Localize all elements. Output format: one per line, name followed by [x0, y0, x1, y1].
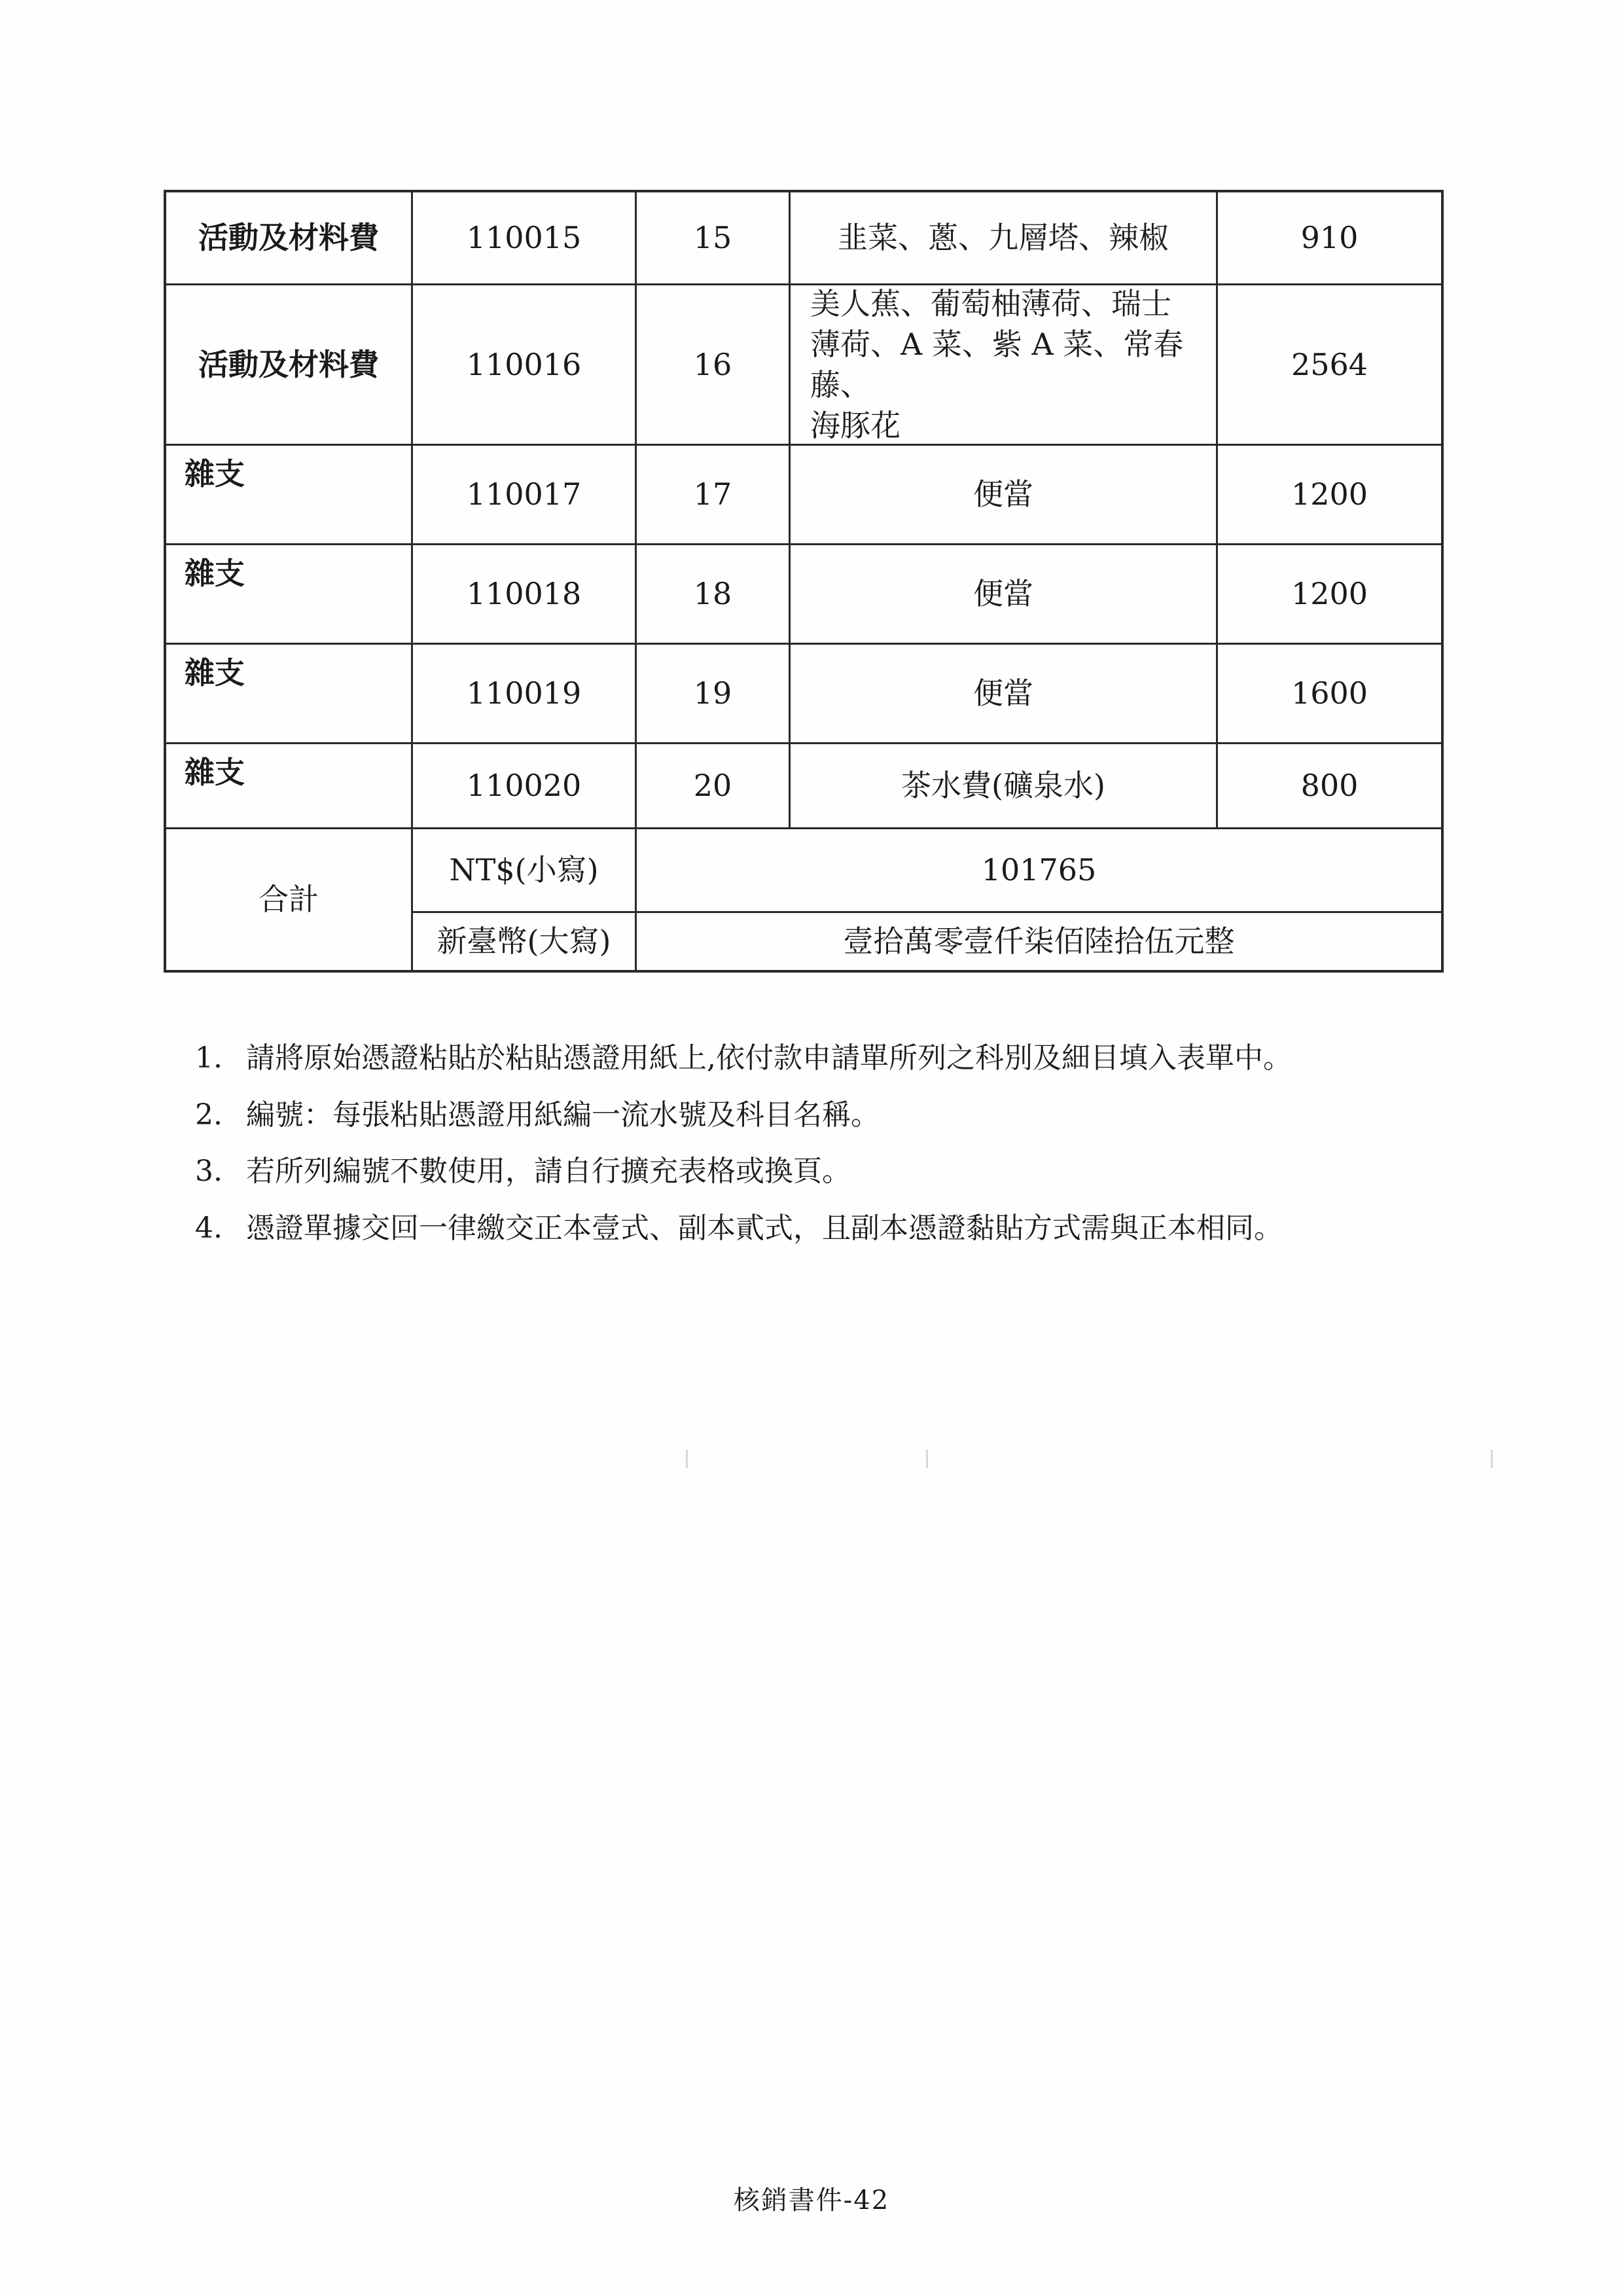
description-cell: [791, 744, 1216, 827]
description-line: 薄荷、A 菜、紫 A 菜、常春藤、: [810, 326, 1184, 403]
serial-number-cell: 17: [693, 476, 732, 512]
amount-cell: 910: [1300, 220, 1359, 256]
category-cell: 雜支: [185, 456, 245, 492]
description-line: 美人蕉、葡萄柚薄荷、瑞士: [810, 285, 1171, 321]
serial-number-cell: 19: [693, 675, 732, 711]
instruction-text: 憑證單據交回一律繳交正本壹式、副本貳式，且副本憑證黏貼方式需與正本相同。: [246, 1211, 1283, 1245]
category-cell: 活動及材料費: [198, 346, 379, 382]
description-cell: [791, 192, 1216, 283]
instruction-item: [195, 1041, 1438, 1077]
voucher-code-cell: 110016: [466, 346, 582, 382]
serial-number-cell: 20: [693, 768, 732, 804]
voucher-code-cell: 110019: [466, 675, 582, 711]
description-cell: [791, 285, 1216, 444]
amount-cell: 1200: [1291, 576, 1368, 612]
amount-cell: 1200: [1291, 476, 1368, 512]
instruction-number: 3.: [195, 1155, 223, 1188]
category-cell: 雜支: [185, 556, 245, 591]
description-cell: [791, 645, 1216, 742]
category-cell: 雜支: [185, 655, 245, 691]
total-numeric-label: NT$(小寫): [449, 852, 599, 888]
table-border-right: [1441, 190, 1444, 973]
serial-number-cell: 16: [693, 346, 732, 382]
description-line: 便當: [973, 476, 1033, 512]
instruction-number: 2.: [195, 1098, 223, 1132]
total-written-value: 壹拾萬零壹仟柒佰陸拾伍元整: [843, 924, 1235, 960]
description-cell: [791, 446, 1216, 543]
serial-number-cell: 15: [693, 220, 732, 256]
scan-artifact: [926, 1450, 928, 1468]
amount-cell: 2564: [1291, 346, 1368, 382]
voucher-code-cell: 110017: [466, 476, 582, 512]
instruction-item: [195, 1211, 1438, 1247]
description-line: 茶水費(礦泉水): [901, 768, 1105, 804]
description-cell: [791, 545, 1216, 643]
description-line: 便當: [973, 675, 1033, 711]
description-line: 便當: [973, 576, 1033, 612]
total-label: 合計: [259, 882, 319, 918]
serial-number-cell: 18: [693, 576, 732, 612]
scan-artifact: [686, 1450, 688, 1468]
instruction-number: 1.: [195, 1041, 223, 1075]
voucher-code-cell: 110020: [466, 768, 582, 804]
instruction-number: 4.: [195, 1211, 223, 1245]
instruction-text: 若所列編號不數使用，請自行擴充表格或換頁。: [246, 1155, 851, 1188]
instruction-item: [195, 1157, 1438, 1190]
scan-artifact: [1491, 1450, 1493, 1468]
voucher-code-cell: 110018: [466, 576, 582, 612]
amount-cell: 1600: [1291, 675, 1368, 711]
total-numeric-value: 101765: [981, 852, 1097, 888]
voucher-code-cell: 110015: [466, 220, 582, 256]
description-line: 海豚花: [810, 408, 901, 444]
description-line: 韭菜、蔥、九層塔、辣椒: [838, 220, 1169, 256]
table-border-bottom: [164, 970, 1443, 973]
total-written-label: 新臺幣(大寫): [437, 924, 611, 960]
category-cell: 活動及材料費: [198, 220, 379, 256]
page-footer-label: 核銷書件-42: [733, 2185, 890, 2215]
instruction-text: 請將原始憑證粘貼於粘貼憑證用紙上,依付款申請單所列之科別及細目填入表單中。: [246, 1041, 1292, 1075]
amount-cell: 800: [1300, 768, 1359, 804]
category-cell: 雜支: [185, 755, 245, 790]
instruction-text: 編號：每張粘貼憑證用紙編一流水號及科目名稱。: [246, 1098, 880, 1132]
instruction-item: [195, 1098, 1438, 1134]
